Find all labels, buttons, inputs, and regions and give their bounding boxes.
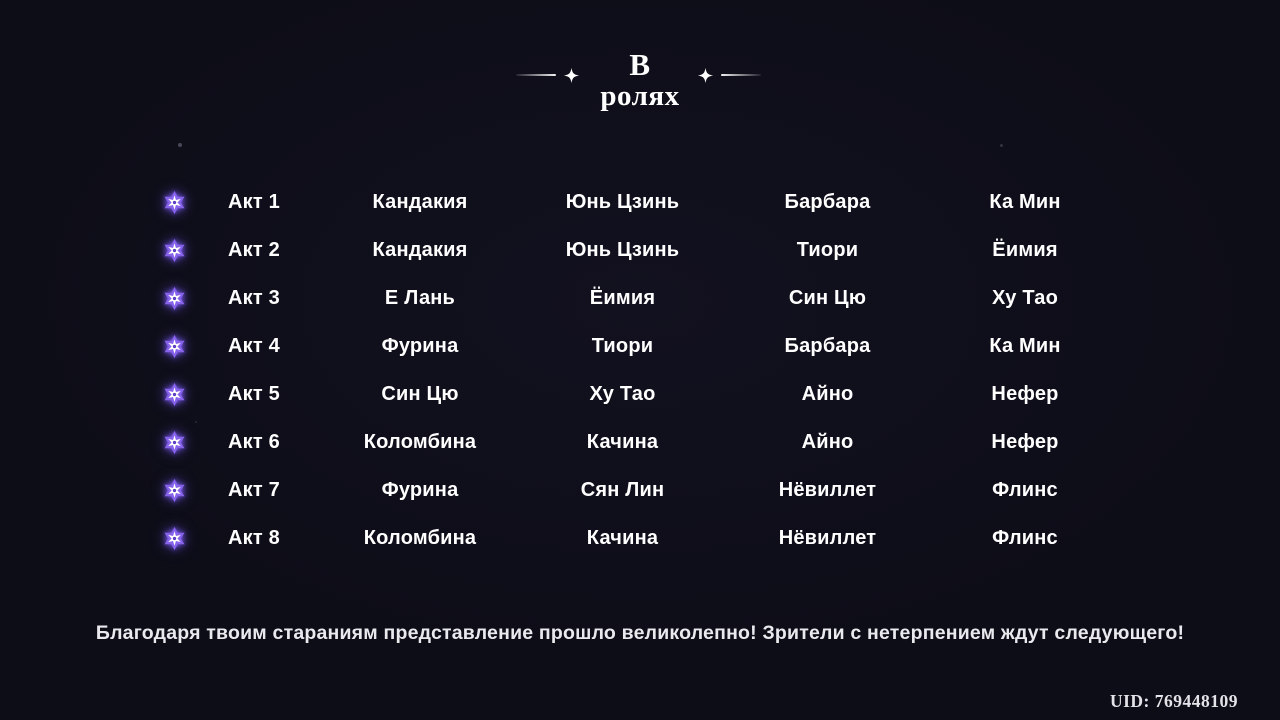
sparkle-star-icon: [697, 67, 714, 84]
act-label: Акт 5: [228, 382, 280, 405]
uid-label: UID: 769448109: [1109, 691, 1238, 711]
table-row: [150, 370, 1110, 418]
act-icon-cell: [150, 382, 198, 407]
cast-name: Нефер: [991, 430, 1059, 453]
cast-name: Айно: [801, 382, 854, 405]
page-title: [0, 48, 1280, 112]
act-label: Акт 3: [228, 286, 280, 309]
cast-name: Ка Мин: [989, 334, 1061, 357]
cast-name: Син Цю: [788, 286, 867, 309]
act-icon-cell: [150, 238, 198, 263]
cast-name: Барбара: [784, 190, 871, 213]
cast-name: Ху Тао: [589, 382, 656, 405]
cast-name: Юнь Цзинь: [565, 238, 680, 261]
act-label: Акт 1: [228, 190, 280, 213]
act-label: Акт 2: [228, 238, 280, 261]
act-icon-cell: [150, 478, 198, 503]
ambient-speck: [178, 143, 182, 147]
table-row: [150, 178, 1110, 226]
cast-name: Е Лань: [384, 286, 456, 309]
act-icon-cell: [150, 430, 198, 455]
flourish-line: [721, 74, 761, 76]
cast-name: Ёимия: [992, 238, 1058, 261]
cast-name: Качина: [586, 430, 659, 453]
footer-message: Благодаря твоим стараниям представление прошло великолепно! Зрители с нетерпением ждут следующего!: [95, 622, 1185, 644]
act-icon-cell: [150, 286, 198, 311]
cast-name: Тиори: [796, 238, 859, 261]
table-row: [150, 274, 1110, 322]
act-label: Акт 8: [228, 526, 280, 549]
cast-name: Ху Тао: [991, 286, 1058, 309]
act-label: Акт 7: [228, 478, 280, 501]
cast-name: Ка Мин: [989, 190, 1061, 213]
cast-name: Коломбина: [363, 526, 477, 549]
cast-table: [150, 178, 1110, 562]
star-flower-icon: [162, 334, 187, 359]
star-flower-icon: [162, 238, 187, 263]
cast-name: Коломбина: [363, 430, 477, 453]
table-row: [150, 322, 1110, 370]
page-title-line2: ролях: [600, 80, 680, 112]
cast-name: Нёвиллет: [778, 478, 877, 501]
act-label: Акт 4: [228, 334, 280, 357]
act-icon-cell: [150, 334, 198, 359]
cast-name: Барбара: [784, 334, 871, 357]
act-icon-cell: [150, 526, 198, 551]
ambient-speck: [195, 421, 197, 423]
cast-name: Качина: [586, 526, 659, 549]
title-section: [0, 0, 1280, 130]
cast-name: Кандакия: [372, 190, 468, 213]
table-row: [150, 418, 1110, 466]
cast-name: Син Цю: [381, 382, 459, 405]
table-row: [150, 514, 1110, 562]
cast-name: Фурина: [381, 478, 459, 501]
cast-name: Флинс: [992, 526, 1058, 549]
cast-name: Тиори: [591, 334, 654, 357]
cast-name: Айно: [801, 430, 854, 453]
star-flower-icon: [162, 382, 187, 407]
cast-name: Нёвиллет: [778, 526, 877, 549]
ambient-speck: [1000, 144, 1003, 147]
star-flower-icon: [162, 190, 187, 215]
star-flower-icon: [162, 478, 187, 503]
cast-name: Сян Лин: [580, 478, 665, 501]
star-flower-icon: [162, 526, 187, 551]
star-flower-icon: [162, 430, 187, 455]
title-flourish-right: [697, 66, 761, 84]
table-row: [150, 226, 1110, 274]
cast-name: Кандакия: [372, 238, 468, 261]
cast-name: Флинс: [992, 478, 1058, 501]
page-title-line1: В: [629, 47, 651, 82]
table-row: [150, 466, 1110, 514]
cast-name: Юнь Цзинь: [565, 190, 680, 213]
act-icon-cell: [150, 190, 198, 215]
cast-name: Ёимия: [589, 286, 656, 309]
cast-name: Нефер: [991, 382, 1059, 405]
cast-name: Фурина: [381, 334, 459, 357]
act-label: Акт 6: [228, 430, 280, 453]
star-flower-icon: [162, 286, 187, 311]
